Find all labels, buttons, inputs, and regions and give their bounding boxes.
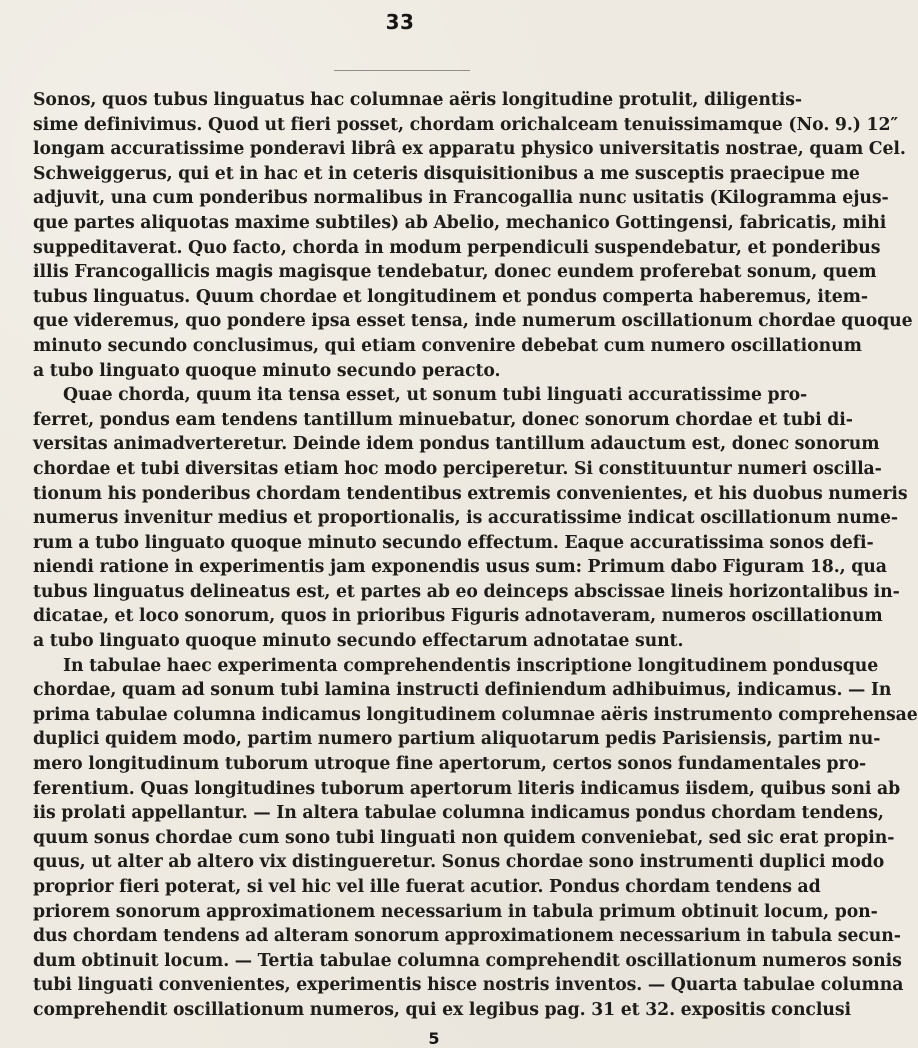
- text-line: a tubo linguato quoque minuto secundo effectarum adnotatae sunt.: [33, 631, 684, 652]
- text-line: versitas animadverteretur. Deinde idem pondus tantillum adauctum est, donec sonorum: [33, 434, 880, 455]
- page-header: [0, 10, 800, 66]
- text-line: Schweiggerus, qui et in hac et in ceteris disquisitionibus a me susceptis praecipue me: [33, 163, 860, 184]
- text-line: proprior fieri poterat, si vel hic vel ille fuerat acutior. Pondus chordam tendens ad: [33, 877, 821, 897]
- text-line: niendi ratione in experimentis jam exponendis usus sum: Primum dabo Figuram 18., qua: [33, 557, 887, 578]
- text-line: minuto secundo conclusimus, qui etiam convenire debebat cum numero oscillationum: [33, 335, 862, 356]
- text-line: dus chordam tendens ad alteram sonorum approximationem necessarium in tabula secun-: [33, 926, 901, 947]
- signature-mark: 5: [428, 1029, 440, 1048]
- text-line: suppeditaverat. Quo facto, chorda in modum perpendiculi suspendebatur, et ponderibus: [33, 237, 881, 258]
- text-line: quus, ut alter ab altero vix distingueretur. Sonus chordae sono instrumenti duplici modo: [33, 852, 885, 873]
- text-line: rum a tubo linguato quoque minuto secundo effectum. Eaque accuratissima sonos defi-: [33, 532, 874, 553]
- text-line: ferret, pondus eam tendens tantillum minuebatur, donec sonorum chordae et tubi di-: [33, 409, 853, 430]
- text-line: Quae chorda, quum ita tensa esset, ut sonum tubi linguati accuratissime pro-: [63, 385, 808, 406]
- text-line: ferentium. Quas longitudines tuborum apertorum literis indicamus iisdem, quibus soni ab: [33, 778, 901, 799]
- paragraph-2: [33, 383, 908, 654]
- text-line: adjuvit, una cum ponderibus normalibus in Francogallia nunc usitatis (Kilogramma ejus-: [33, 188, 889, 209]
- header-rule: [334, 70, 470, 71]
- text-line: a tubo linguato quoque minuto secundo peracto.: [33, 360, 501, 381]
- text-line: illis Francogallicis magis magisque tendebatur, donec eundem proferebat sonum, quem: [33, 262, 877, 283]
- page-footer: [0, 1029, 800, 1048]
- paragraph-3: [33, 654, 918, 1023]
- text-line: que partes aliquotas maxime subtiles) ab Abelio, mechanico Gottingensi, fabricatis, mihi: [33, 212, 887, 233]
- text-line: tubus linguatus. Quum chordae et longitudinem et pondus comperta haberemus, item-: [33, 286, 868, 307]
- text-line: tubus linguatus delineatus est, et partes ab eo deinceps abscissae lineis horizontalibus in-: [33, 581, 900, 602]
- main-text: [33, 88, 918, 1023]
- text-line: longam accuratissime ponderavi librâ ex apparatu physico universitatis nostrae, quam Cel.: [33, 139, 906, 160]
- text-line: dicatae, et loco sonorum, quos in prioribus Figuris adnotaveram, numeros oscillationum: [33, 606, 883, 627]
- text-line: duplici quidem modo, partim numero partium aliquotarum pedis Parisiensis, partim nu-: [33, 729, 881, 750]
- text-line: Sonos, quos tubus linguatus hac columnae aëris longitudine protulit, diligentis-: [33, 90, 802, 110]
- text-line: dum obtinuit locum. — Tertia tabulae columna comprehendit oscillationum numeros sonis: [33, 950, 902, 971]
- text-line: comprehendit oscillationum numeros, qui ex legibus pag. 31 et 32. expositis conclusi: [33, 999, 851, 1020]
- text-line: priorem sonorum approximationem necessarium in tabula primum obtinuit locum, pon-: [33, 901, 878, 922]
- text-line: tionum his ponderibus chordam tendentibus extremis convenientes, et his duobus numeris: [33, 483, 908, 504]
- text-line: iis prolati appellantur. — In altera tabulae columna indicamus pondus chordam tendens,: [33, 803, 884, 824]
- paragraph-1: [33, 88, 913, 383]
- text-line: numerus invenitur medius et proportionalis, is accuratissime indicat oscillationum nume-: [33, 508, 898, 529]
- text-line: chordae et tubi diversitas etiam hoc modo perciperetur. Si constituuntur numeri oscilla-: [33, 458, 882, 479]
- text-line: prima tabulae columna indicamus longitudinem columnae aëris instrumento comprehensae: [33, 704, 918, 725]
- text-line: quum sonus chordae cum sono tubi linguati non quidem conveniebat, sed sic erat propin-: [33, 827, 895, 848]
- text-line: mero longitudinum tuborum utroque fine apertorum, certos sonos fundamentales pro-: [33, 754, 867, 775]
- text-line: tubi linguati convenientes, experimentis hisce nostris inventos. — Quarta tabulae columna: [33, 975, 904, 996]
- text-line: In tabulae haec experimenta comprehendentis inscriptione longitudinem pondusque: [63, 655, 879, 676]
- text-line: chordae, quam ad sonum tubi lamina instructi definiendum adhibuimus, indicamus. — In: [33, 680, 892, 701]
- page-number: 33: [385, 10, 415, 34]
- text-line: sime definivimus. Quod ut fieri posset, chordam orichalceam tenuissimamque (No. 9.) 12″: [33, 114, 899, 135]
- text-line: que videremus, quo pondere ipsa esset tensa, inde numerum oscillationum chordae quoque: [33, 311, 913, 332]
